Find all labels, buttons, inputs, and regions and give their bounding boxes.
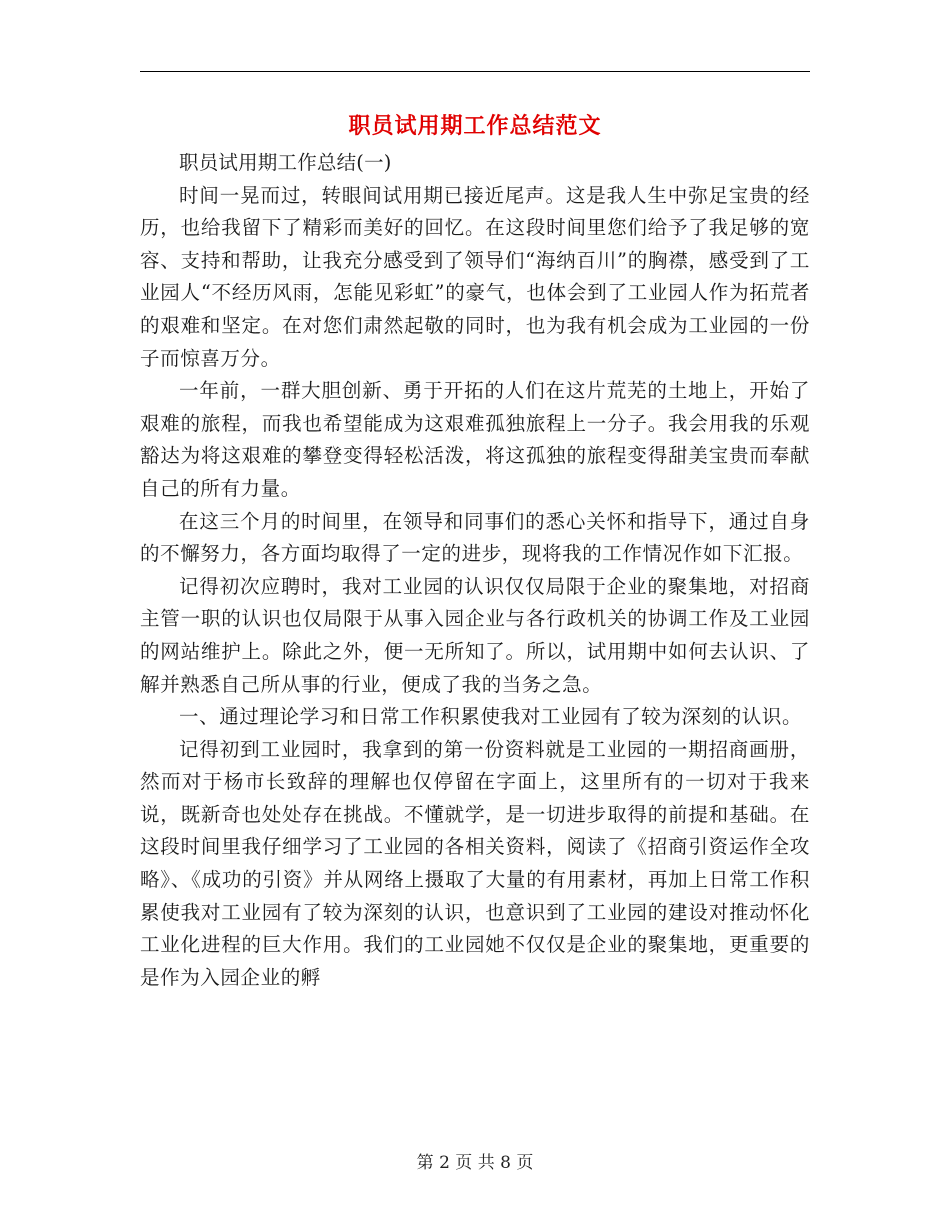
document-body (140, 147, 810, 994)
section-subtitle: 职员试用期工作总结(一) (179, 151, 392, 174)
section-heading: 一、通过理论学习和日常工作积累使我对工业园有了较为深刻的认识。 (179, 705, 803, 729)
body-paragraph: 记得初到工业园时，我拿到的第一份资料就是工业园的一期招商画册，然而对于杨市长致辞的理解也仅停留在字面上，这里所有的一切对于我来说，既新奇也处处存在挑战。不懂就学，是一切进步取得的前提和基础。在这段时间里我仔细学习了工业园的各相关资料，阅读了《招商引资运作全攻略》、《成功的引资》并从网络上摄取了大量的有用素材，再加上日常工作积累使我对工业园有了较为深刻的认识，也意识到了工业园的建设对推动怀化工业化进程的巨大作用。我们的工业园她不仅仅是企业的聚集地，更重要的是作为入园企业的孵 (140, 737, 810, 989)
body-paragraph: 记得初次应聘时，我对工业园的认识仅仅局限于企业的聚集地，对招商主管一职的认识也仅局限于从事入园企业与各行政机关的协调工作及工业园的网站维护上。除此之外，便一无所知了。所以，试用期中如何去认识、了解并熟悉自己所从事的行业，便成了我的当务之急。 (140, 574, 810, 696)
header-rule (140, 71, 810, 72)
document-title: 职员试用期工作总结范文 (348, 113, 602, 139)
page-number-footer: 第 2 页 共 8 页 (416, 1153, 534, 1173)
body-paragraph: 时间一晃而过，转眼间试用期已接近尾声。这是我人生中弥足宝贵的经历，也给我留下了精彩而美好的回忆。在这段时间里您们给予了我足够的宽容、支持和帮助，让我充分感受到了领导们“海纳百川”的胸襟，感受到了工业园人“不经历风雨，怎能见彩虹”的豪气，也体会到了工业园人作为拓荒者的艰难和坚定。在对您们肃然起敬的同时，也为我有机会成为工业园的一份子而惊喜万分。 (140, 183, 810, 370)
body-paragraph: 一年前，一群大胆创新、勇于开拓的人们在这片荒芜的土地上，开始了艰难的旅程，而我也希望能成为这艰难孤独旅程上一分子。我会用我的乐观豁达为将这艰难的攀登变得轻松活泼，将这孤独的旅程变得甜美宝贵而奉献自己的所有力量。 (140, 379, 810, 500)
body-paragraph: 在这三个月的时间里，在领导和同事们的悉心关怀和指导下，通过自身的不懈努力，各方面均取得了一定的进步，现将我的工作情况作如下汇报。 (140, 509, 810, 566)
